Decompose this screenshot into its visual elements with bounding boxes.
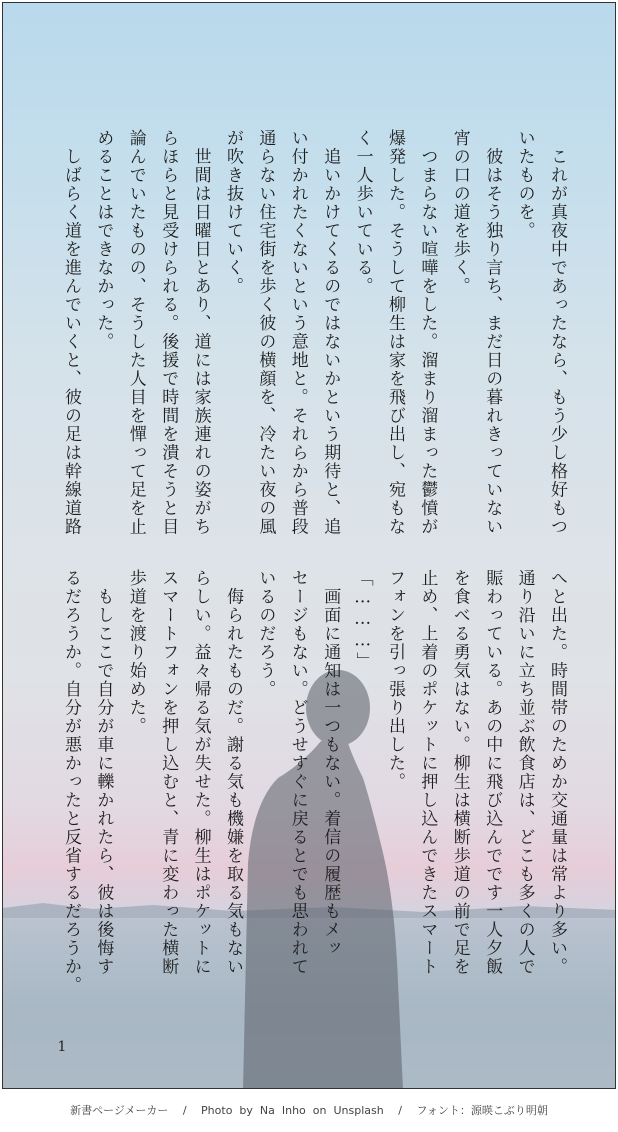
text-column: を食べる勇気はない。柳生は横断歩道の前で足を xyxy=(449,569,470,976)
text-column: 世間は日曜日とあり、道には家族連れの姿がち xyxy=(190,129,211,536)
text-column: もしここで自分が車に轢かれたら、彼は後悔す xyxy=(93,569,114,976)
text-column: 追いかけてくるのではないかという期待と、追 xyxy=(320,129,341,536)
footer-separator: / xyxy=(398,1104,402,1117)
text-column: へと出た。時間帯のためか交通量は常より多い。 xyxy=(547,569,567,976)
text-column: 論んでいたものの、そうした人目を憚って足を止 xyxy=(125,129,146,536)
text-column: いるのだろう。 xyxy=(255,569,276,699)
footer-font-credit: フォント：源暎こぶり明朝 xyxy=(416,1104,548,1117)
text-column: これが真夜中であったなら、もう少し格好もつ xyxy=(547,129,567,536)
footer-photo-credit: Photo by Na Inho on Unsplash xyxy=(201,1104,384,1117)
footer-credits xyxy=(0,1102,618,1118)
text-column: 侮られたものだ。謝る気も機嫌を取る気もない xyxy=(223,569,243,976)
footer-separator: / xyxy=(182,1104,187,1117)
text-column: 爆発した。そうして柳生は家を飛び出し、宛もな xyxy=(385,129,405,536)
page-number: 1 xyxy=(57,1039,67,1055)
text-column: い付かれたくないという意地と。それらから普段 xyxy=(287,129,308,536)
novel-page xyxy=(2,2,616,1089)
footer-maker: 新書ページメーカー xyxy=(70,1104,169,1117)
text-column: セージもない。どうせすぐに戻るとでも思われて xyxy=(287,569,308,976)
text-column: スマートフォンを押し込むと、青に変わった横断 xyxy=(158,569,179,976)
text-column: らしい。益々帰る気が失せた。柳生はポケットに xyxy=(190,569,211,976)
text-column: フォンを引っ張り出した。 xyxy=(385,569,405,791)
text-column: 歩道を渡り始めた。 xyxy=(125,569,146,736)
text-column: しばらく道を進んでいくと、彼の足は幹線道路 xyxy=(61,129,81,536)
text-column: らほらと見受けられる。後援で時間を潰そうと目 xyxy=(158,129,179,536)
text-column: 宵の口の道を歩く。 xyxy=(449,129,470,296)
text-column: 画面に通知は一つもない。着信の履歴もメッ xyxy=(320,569,341,958)
text-column: 賑わっている。あの中に飛び込んでです一人夕飯 xyxy=(482,569,503,976)
text-column: く一人歩いている。 xyxy=(352,129,373,296)
text-column: 通り沿いに立ち並ぶ飲食店は、どこも多くの人で xyxy=(514,569,535,976)
text-column: 彼はそう独り言ち、まだ日の暮れきっていない xyxy=(482,129,503,536)
text-column: 通らない住宅街を歩く彼の横顔を、冷たい夜の風 xyxy=(255,129,276,536)
text-column: 止め、上着のポケットに押し込んできたスマート xyxy=(417,569,438,976)
text-column: いたものを。 xyxy=(514,129,535,240)
text-column: が吹き抜けていく。 xyxy=(223,129,243,296)
text-column: るだろうか。自分が悪かったと反省するだろうか。 xyxy=(61,569,81,995)
text-column: めることはできなかった。 xyxy=(93,129,114,351)
text-column: 「………」 xyxy=(352,569,373,671)
text-column: つまらない喧嘩をした。溜まり溜まった鬱憤が xyxy=(417,129,438,536)
